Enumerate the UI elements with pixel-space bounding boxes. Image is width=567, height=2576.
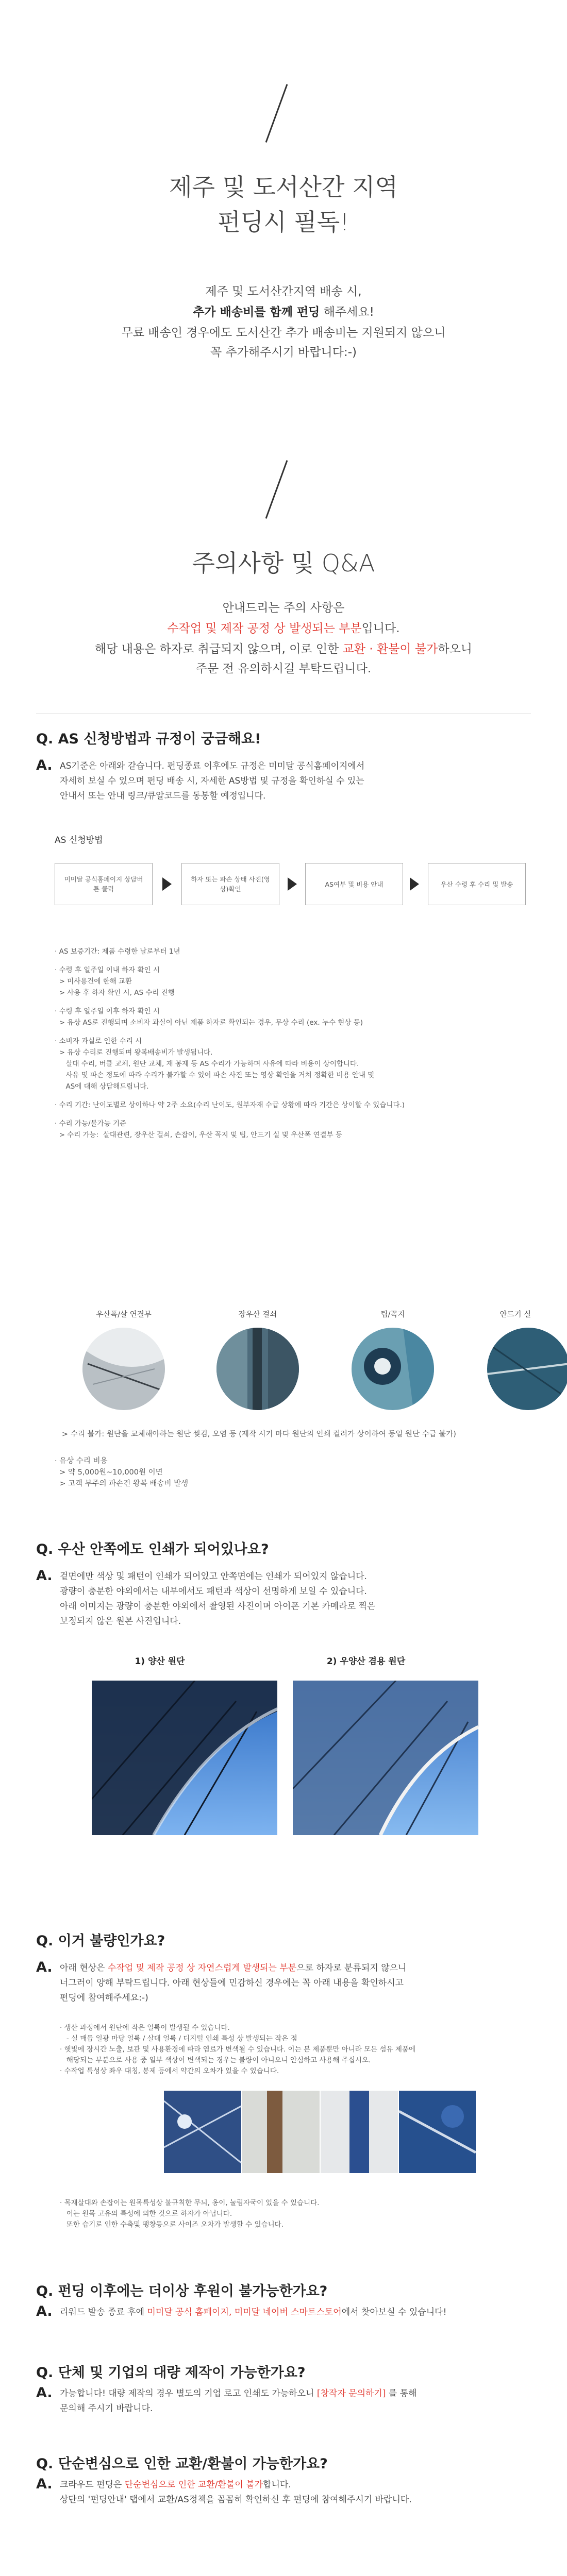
- qa1-answer-line: 자세히 보실 수 있으며 펀딩 배송 시, 자세한 AS방법 및 규정을 확인하실 수 있는: [60, 776, 364, 786]
- repair-unavailable: > 수리 불가: 원단을 교체해야하는 원단 찢김, 오염 등 (제작 시기 마다 원단의 인쇄 컬러가 상이하여 동일 원단 수급 불가): [62, 1430, 456, 1438]
- qa5-answer-red: [창작자 문의하기]: [316, 2388, 386, 2399]
- photo-label-combo: 2) 우양산 겸용 원단: [326, 1656, 406, 1667]
- qa3-answer-pre: 아래 현상은: [60, 1963, 108, 1973]
- wood-bullet: 또한 습기로 인한 수축및 팽창등으로 사이즈 오차가 발생할 수 있습니다.: [60, 2221, 284, 2229]
- combo-inside-illustration: [293, 1681, 478, 1835]
- qa4-answer-red: 미미달 공식 홈페이지, 미미달 네이버 스마트스토어: [147, 2307, 342, 2317]
- circle-caption: 팁/꼭지: [380, 1311, 405, 1319]
- as-rule-line: AS에 대해 상담해드립니다.: [55, 1082, 149, 1091]
- cost-line: > 고객 부주의 파손건 왕복 배송비 발생: [55, 1480, 189, 1488]
- process-title: AS 신청방법: [55, 835, 103, 845]
- as-rule-line: > 사용 후 하자 확인 시, AS 수리 진행: [55, 989, 175, 997]
- cost-line: > 약 5,000원~10,000원 이면: [55, 1468, 163, 1477]
- section2-line3-b: 하오니: [438, 642, 473, 656]
- photo-label-parasol: 1) 양산 원단: [135, 1656, 185, 1667]
- defect-bullet: · 햇빛에 장시간 노출, 보관 및 사용환경에 따라 염료가 변색될 수 있습니다. 이는 본 제품뿐만 아니라 모든 섬유 제품에: [60, 2045, 416, 2054]
- circle-caption: 안드기 실: [499, 1311, 531, 1319]
- qa6-answer-line1: [60, 2478, 291, 2492]
- section1-line3: 무료 배송인 경우에도 도서산간 추가 배송비는 지원되지 않으니: [121, 326, 446, 340]
- process-step: 하자 또는 파손 상태 사진(영상)확인: [181, 863, 279, 905]
- photo-parasol-inside: [92, 1681, 277, 1835]
- qa6-answer-red: 단순변심으로 인한 교환/환불이 불가: [124, 2480, 263, 2490]
- arrow-right-icon: [288, 877, 297, 891]
- qa4-answer: [60, 2306, 446, 2319]
- qa5-answer-mark: A.: [36, 2385, 53, 2401]
- qa2-answer-mark: A.: [36, 1568, 53, 1584]
- as-rule-line: · 수령 후 일주일 이후 하자 확인 시: [55, 1007, 160, 1015]
- as-rule-line: > 유상 AS로 진행되며 소비자 과실이 아닌 제품 하자로 확인되는 경우, 무상 수리 (ex. 누수 현상 등): [55, 1019, 363, 1027]
- as-rule-line: > 미사용건에 한해 교환: [55, 977, 132, 986]
- defect-bullet: - 실 매듭 일광 마당 얼룩 / 살대 얼룩 / 디지털 인쇄 특성 상 발생되는 작은 점: [60, 2035, 297, 2043]
- section2-line2-red: 수작업 및 제작 공정 상 발생되는 부분: [167, 622, 362, 635]
- umbrella-tip-illustration: [352, 1328, 434, 1410]
- qa2-answer-line: 광량이 충분한 야외에서는 내부에서도 패턴과 색상이 선명하게 보일 수 있습니다.: [60, 1586, 367, 1597]
- circle-caption: 장우산 걸쇠: [238, 1311, 277, 1319]
- process-step: 미미달 공식홈페이지 상담버튼 클릭: [55, 863, 153, 905]
- photo-stitch-thread: [487, 1328, 567, 1410]
- as-rule-line: · 수리 가능/불가능 기준: [55, 1120, 127, 1128]
- photo-canopy-joint: [82, 1328, 165, 1410]
- section1-line4: 꼭 추가해주시기 바랍니다:-): [210, 346, 357, 359]
- section1-title-line2: 펀딩시 필독!: [218, 208, 349, 236]
- defect-bullet: · 수작업 특성상 좌우 대칭, 봉제 등에서 약간의 오차가 있을 수 있습니다.: [60, 2067, 279, 2075]
- qa5-answer-pre: 가능합니다! 대량 제작의 경우 별도의 기업 로고 인쇄도 가능하오니: [60, 2388, 317, 2399]
- qa2-question: Q. 우산 안쪽에도 인쇄가 되어있나요?: [36, 1541, 269, 1557]
- section2-line3-a: 해당 내용은 하자로 취급되지 않으며, 이로 인한: [94, 642, 343, 656]
- umbrella-latch-illustration: [216, 1328, 299, 1410]
- qa4-question: Q. 펀딩 이후에는 더이상 후원이 불가능한가요?: [36, 2283, 328, 2299]
- qa5-answer-line2: 문의해 주시기 바랍니다.: [60, 2403, 153, 2414]
- circle-caption: 우산폭/살 연결부: [96, 1311, 152, 1319]
- as-rule-line: > 유상 수리로 진행되며 왕복배송비가 발생됩니다.: [55, 1048, 213, 1057]
- as-rule-line: > 수리 가능: 살대관련, 장우산 걸쇠, 손잡이, 우산 꼭지 및 팁, 안드기 실 및 우산폭 연결부 등: [55, 1131, 342, 1139]
- section1-line1: 제주 및 도서산간지역 배송 시,: [205, 285, 362, 298]
- qa2-answer-line: 보정되지 않은 원본 사진입니다.: [60, 1616, 181, 1626]
- process-step: 우산 수령 후 수리 및 발송: [428, 863, 526, 905]
- section2-line2: [0, 619, 567, 638]
- photo-long-umbrella-latch: [216, 1328, 299, 1410]
- qa3-answer-line2: 너그러이 양해 부탁드립니다. 아래 현상들에 민감하신 경우에는 꼭 아래 내용을 확인하시고: [60, 1978, 404, 1988]
- umbrella-joint-illustration: [82, 1328, 165, 1410]
- section2-line2-rest: 입니다.: [361, 622, 400, 635]
- section1-title-line1: 제주 및 도서산간 지역: [169, 173, 398, 201]
- as-rule-line: 사유 및 파손 정도에 따라 수리가 불가할 수 있어 파손 사진 또는 영상 확인을 거쳐 정확한 비용 안내 및: [55, 1071, 375, 1079]
- wood-bullet: 이는 원목 고유의 특성에 의한 것으로 하자가 아닙니다.: [60, 2210, 232, 2218]
- section2-line1: 안내드리는 주의 사항은: [222, 601, 345, 615]
- as-rule-line: · 수령 후 일주일 이내 하자 확인 시: [55, 966, 160, 974]
- parasol-inside-illustration: [92, 1681, 277, 1835]
- qa6-answer-pre: 크라우드 펀딩은: [60, 2480, 125, 2490]
- qa3-answer-line3: 펀딩에 참여해주세요:-): [60, 1993, 148, 2003]
- section2-line4: 주문 전 유의하시길 부탁드립니다.: [195, 662, 372, 675]
- qa1-answer-line: AS기준은 아래와 같습니다. 펀딩종료 이후에도 규정은 미미달 공식홈페이지에서: [60, 761, 365, 771]
- qa5-answer-line1: [60, 2387, 417, 2401]
- qa4-answer-mark: A.: [36, 2303, 53, 2319]
- section2-title: 주의사항 및 Q&A: [192, 549, 375, 577]
- as-rule-line: 살대 수리, 버클 교체, 원단 교체, 재 봉제 등 AS 수리가 가능하며 사유에 따라 비용이 상이합니다.: [55, 1060, 359, 1068]
- qa3-answer-post: 으로 하자로 분류되지 않으니: [296, 1963, 407, 1973]
- arrow-right-icon: [410, 877, 419, 891]
- as-rule-line: · AS 보증기간: 제품 수령한 날로부터 1년: [55, 947, 180, 956]
- as-rule-line: · 수리 기간: 난이도별로 상이하나 약 2주 소요(수리 난이도, 원부자재 수급 상황에 따라 기간은 상이할 수 있습니다.): [55, 1101, 405, 1109]
- qa5-question: Q. 단체 및 기업의 대량 제작이 가능한가요?: [36, 2365, 306, 2381]
- section2-line3-red: 교환 · 환불이 불가: [342, 642, 438, 656]
- photo-combo-inside: [293, 1681, 478, 1835]
- defect-strip-illustration: [164, 2091, 476, 2173]
- qa3-answer-line1: [60, 1961, 406, 1975]
- photo-tip-top: [352, 1328, 434, 1410]
- arrow-right-icon: [162, 877, 172, 891]
- slash-divider: [265, 460, 288, 519]
- defect-bullet: · 생산 과정에서 원단에 작은 얼룩이 발생될 수 있습니다.: [60, 2024, 230, 2032]
- qa4-answer-post: 에서 찾아보실 수 있습니다!: [341, 2307, 447, 2317]
- qa1-question: Q. AS 신청방법과 규정이 궁금해요!: [36, 731, 261, 747]
- process-step: AS여부 및 비용 안내: [305, 863, 403, 905]
- qa4-answer-pre: 리워드 발송 종료 후에: [60, 2307, 147, 2317]
- qa5-answer-post: 를 통해: [386, 2388, 417, 2399]
- slash-divider: [265, 84, 288, 143]
- wood-bullet: · 목재살대와 손잡이는 원목특성상 불규칙한 무늬, 옹이, 눌림자국이 있을 수 있습니다.: [60, 2199, 320, 2207]
- qa2-answer-line: 겉면에만 색상 및 패턴이 인쇄가 되어있고 안쪽면에는 인쇄가 되어있지 않습니다.: [60, 1571, 367, 1582]
- photo-defect-strip: [164, 2091, 476, 2173]
- qa1-answer-mark: A.: [36, 757, 53, 773]
- qa1-answer-line: 안내서 또는 안내 링크/큐알코드를 동봉할 예정입니다.: [60, 791, 266, 801]
- qa6-answer-post: 합니다.: [263, 2480, 291, 2490]
- qa3-answer-mark: A.: [36, 1959, 53, 1975]
- qa3-question: Q. 이거 불량인가요?: [36, 1933, 165, 1949]
- umbrella-stitch-illustration: [487, 1328, 567, 1410]
- section2-line3: [0, 640, 567, 658]
- section1-line2-rest: 해주세요!: [320, 306, 374, 319]
- qa6-answer-mark: A.: [36, 2476, 53, 2492]
- cost-line: · 유상 수리 비용: [55, 1457, 108, 1465]
- section1-line2-bold: 추가 배송비를 함께 펀딩: [193, 306, 320, 319]
- section1-line2: [0, 303, 567, 321]
- as-rule-line: · 소비자 과실로 인한 수리 시: [55, 1037, 142, 1045]
- defect-bullet: 해당되는 부분으로 사용 중 일부 색상이 변색되는 경우는 불량이 아니오니 안심하고 사용해 주십시오.: [60, 2056, 371, 2064]
- qa6-question: Q. 단순변심으로 인한 교환/환불이 가능한가요?: [36, 2456, 328, 2472]
- qa6-answer-line2: 상단의 '펀딩안내' 탭에서 교환/AS정책을 꼼꼼히 확인하신 후 펀딩에 참여해주시기 바랍니다.: [60, 2495, 412, 2505]
- qa3-answer-red: 수작업 및 제작 공정 상 자연스럽게 발생되는 부분: [107, 1963, 297, 1973]
- qa2-answer-line: 아래 이미지는 광량이 충분한 야외에서 촬영된 사진이며 아이폰 기본 카메라로 찍은: [60, 1601, 376, 1612]
